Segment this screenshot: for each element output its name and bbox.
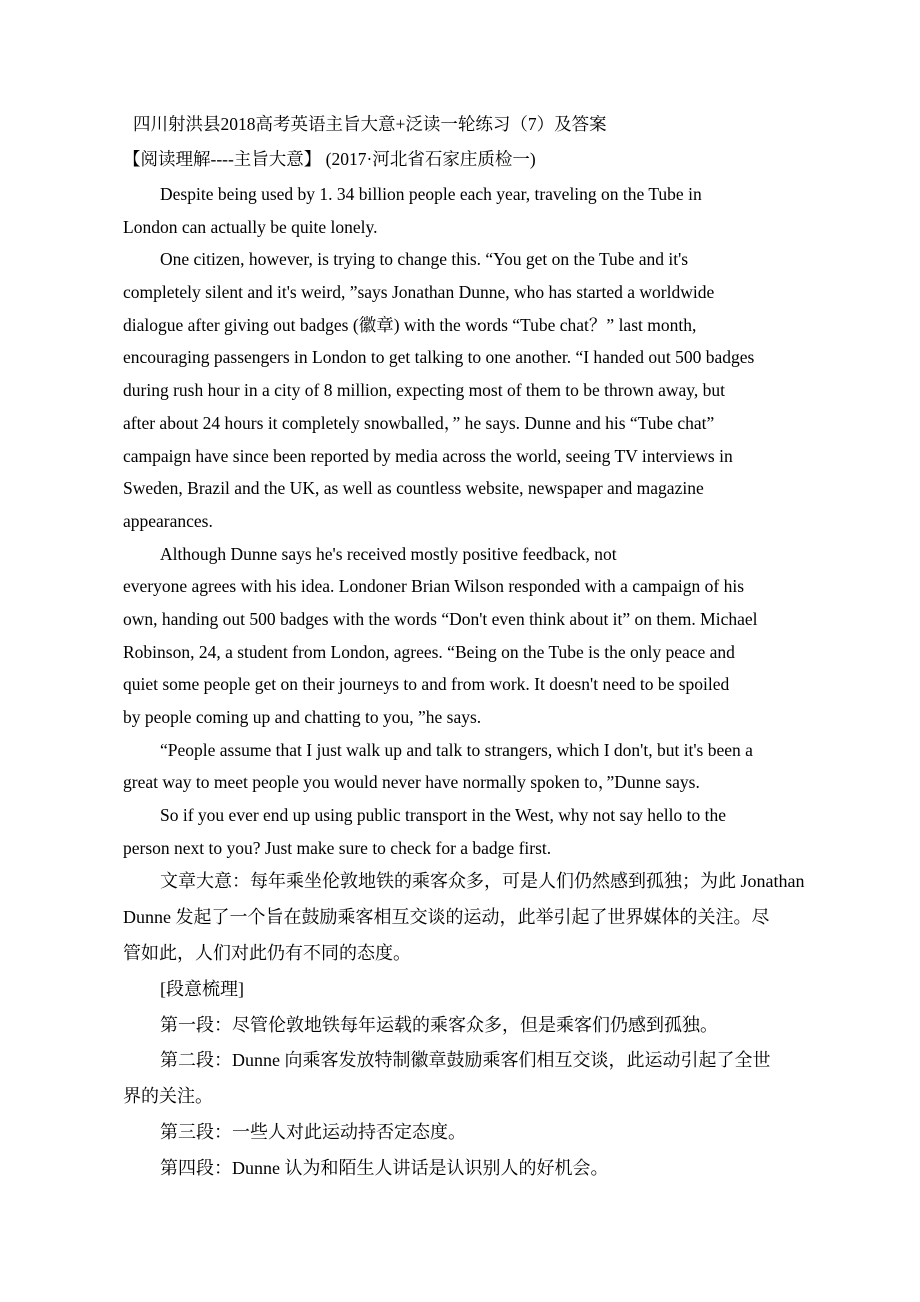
outline-line: 第四段：Dunne 认为和陌生人讲话是认识别人的好机会。 (160, 1157, 609, 1178)
paragraph-line: Although Dunne says he's received mostly positive feedback, not (160, 543, 617, 564)
paragraph-line: Despite being used by 1. 34 billion people each year, traveling on the Tube in (160, 184, 702, 204)
paragraph-line: everyone agrees with his idea. Londoner Brian Wilson responded with a campaign of his (123, 576, 745, 597)
document-page (123, 108, 803, 1187)
outline-line: 界的关注。 (123, 1086, 213, 1107)
paragraph-line: campaign have since been reported by media across the world, seeing TV interviews in (123, 445, 733, 466)
summary-line: 文章大意：每年乘坐伦敦地铁的乘客众多，可是人们仍然感到孤独；为此 Jonathan (160, 871, 805, 892)
paragraph-line: great way to meet people you would never have normally spoken to，”Dunne says. (123, 772, 700, 793)
summary-section (123, 864, 803, 971)
paragraph-line: So if you ever end up using public transport in the West, why not say hello to the (160, 805, 726, 826)
paragraph-line: person next to you? Just make sure to check for a badge first. (123, 837, 552, 858)
paragraph-line: own, handing out 500 badges with the words “Don't even think about it” on them. Michael (123, 608, 758, 629)
outline-line: 第三段：一些人对此运动持否定态度。 (160, 1122, 466, 1143)
outline-line: 第二段：Dunne 向乘客发放特制徽章鼓励乘客们相互交谈，此运动引起了全世 (160, 1050, 771, 1071)
paragraph-line: during rush hour in a city of 8 million, expecting most of them to be thrown away, but (123, 380, 726, 401)
outline-section (123, 1008, 803, 1187)
paragraph-line: completely silent and it's weird, ”says Jonathan Dunne, who has started a worldwide (123, 282, 715, 303)
paragraph-line: after about 24 hours it completely snowballed，” he says. Dunne and his “Tube chat” (123, 412, 715, 433)
paragraph-line: London can actually be quite lonely. (123, 216, 378, 237)
paragraph-line: dialogue after giving out badges (徽章) with the words “Tube chat？” last month, (123, 314, 697, 335)
summary-line: Dunne 发起了一个旨在鼓励乘客相互交谈的运动，此举引起了世界媒体的关注。尽 (123, 907, 770, 928)
paragraph-line: Robinson, 24, a student from London, agrees. “Being on the Tube is the only peace and (123, 641, 735, 662)
document-title: 四川射洪县2018高考英语主旨大意+泛读一轮练习（7）及答案 (133, 114, 607, 134)
outline-label: [段意梳理] (160, 978, 244, 999)
outline-line: 第一段：尽管伦敦地铁每年运载的乘客众多，但是乘客们仍感到孤独。 (160, 1014, 718, 1035)
paragraph-line: “People assume that I just walk up and talk to strangers, which I don't, but it's been a (160, 739, 753, 760)
paragraph-line: by people coming up and chatting to you, ”he says. (123, 707, 482, 727)
paragraph-line: appearances. (123, 510, 213, 531)
reading-passage (123, 178, 803, 864)
paragraph-line: One citizen, however, is trying to change this. “You get on the Tube and it's (160, 249, 689, 270)
paragraph-line: Sweden, Brazil and the UK, as well as countless website, newspaper and magazine (123, 478, 704, 499)
section-header: 【阅读理解----主旨大意】 (2017·河北省石家庄质检一) (123, 149, 536, 169)
paragraph-line: encouraging passengers in London to get talking to one another. “I handed out 500 badges (123, 347, 755, 368)
summary-line: 管如此，人们对此仍有不同的态度。 (123, 943, 411, 964)
paragraph-line: quiet some people get on their journeys to and from work. It doesn't need to be spoiled (123, 674, 730, 695)
